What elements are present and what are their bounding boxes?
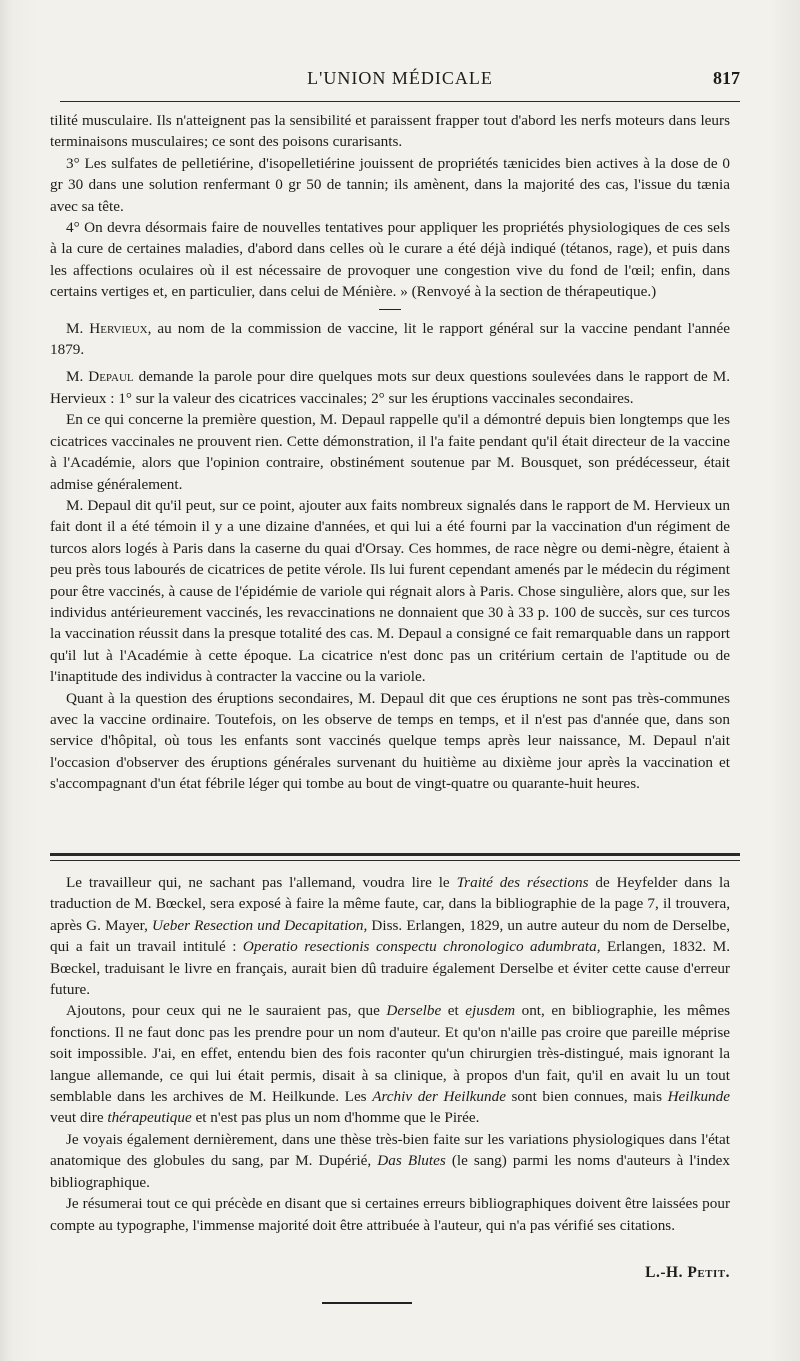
text-run: de Heyfelder dans la traduction de M. Bœckel, sera exposé à faire la même faute, car, dans la bibliographie de la page 7, il trouvera, après G. Mayer,	[50, 874, 730, 934]
section-dash	[379, 309, 401, 310]
text-run: Je voyais également dernièrement, dans une thèse très-bien faite sur les variations physiologiques dans l'état anatomique des globules du sang, par M. Dupérié,	[50, 1130, 730, 1170]
text-run: (le sang) parmi les noms d'auteurs à l'index bibliographique.	[50, 1152, 731, 1191]
author-signature: L.-H. Petit.	[645, 1264, 730, 1281]
text-run: et	[441, 1002, 466, 1020]
article-paragraph-1	[50, 872, 730, 1000]
text-run: et n'est pas plus un nom d'homme que le Pirée.	[191, 1109, 480, 1127]
report-paragraph-4	[50, 318, 730, 361]
article-paragraph-3	[50, 1129, 730, 1193]
speaker-name: M. Hervieux,	[66, 319, 152, 337]
article-paragraph-4: Je résumerai tout ce qui précède en disant que si certaines erreurs bibliographiques doivent être laissées pour compte au typographe, l'immense majorité doit être attribuée à l'auteur, qui n'a pas vérifié ses citations.	[50, 1195, 730, 1234]
header-title: L'UNION MÉDICALE	[307, 68, 493, 88]
report-paragraph-5	[50, 366, 730, 409]
text-run: sont bien connues, mais	[505, 1088, 668, 1106]
italic-term: Derselbe	[386, 1002, 442, 1020]
report-paragraph-6: En ce qui concerne la première question, M. Depaul rappelle qu'il a démontré depuis bien longtemps que les cicatrices vaccinales ne prouvent rien. Cette démonstration, il l'a faite pendant qu'il était directeur de la vaccine à l'Académie, alors que l'opinion contraire, obstinément soutenue par M. Bousquet, son prédécesseur, était admise généralement.	[50, 411, 730, 493]
report-paragraph-8: Quant à la question des éruptions secondaires, M. Depaul dit que ces éruptions ne sont pas très-communes avec la vaccine ordinaire. Toutefois, on les observe de temps en temps, et il n'est pas d'année que, dans son service d'hôpital, où tous les enfants sont vaccinés quelque temps après leur naissance, M. Depaul n'ait l'occasion d'observer des éruptions générales survenant du huitième au dixième jour après la vaccination et s'accompagnant d'un état fébrile léger qui tombe au bout de vingt-quatre ou quarante-huit heures.	[50, 689, 730, 793]
italic-term: thérapeutique	[107, 1109, 192, 1127]
report-paragraph-3: 4° On devra désormais faire de nouvelles tentatives pour appliquer les propriétés physiologiques de ces sels à la cure de certaines maladies, d'abord dans celles où le curare a été déjà indiqué (tétanos, rage), et puis dans les affections oculaires où il est nécessaire de provoquer une congestion vive du fond de l'œil; enfin, dans certains vertiges et, en particulier, dans celui de Ménière. » (Renvoyé à la section de thérapeutique.)	[50, 219, 730, 301]
italic-title: Operatio resectionis conspectu chronologico adumbrata,	[242, 938, 601, 956]
italic-title: Archiv der Heilkunde	[372, 1088, 506, 1106]
report-section	[50, 110, 730, 795]
report-paragraph-7: M. Depaul dit qu'il peut, sur ce point, ajouter aux faits nombreux signalés dans le rapport de M. Hervieux un fait dont il a été témoin il y a une dizaine d'années, et qui lui a été fourni par la vaccination d'un régiment de turcos alors logés à Paris dans la caserne du quai d'Orsay. Ces hommes, de race nègre ou demi-nègre, étaient à peu près tous labourés de cicatrices de petite vérole. Ils lui furent cependant amenés par le médecin du régiment pour être vaccinés, à cause de l'épidémie de variole qui régnait alors à Paris. Chose singulière, alors que, sur les individus antérieurement vaccinés, les revaccinations ne donnaient que 30 à 33 p. 100 de succès, sur ces turcos la vaccination réussit dans la presque totalité des cas. M. Depaul a consigné ce fait remarquable dans un rapport qu'il lut à l'Académie à cette époque. La cicatrice n'est donc pas un critérium certain de l'aptitude ou de l'inaptitude des individus à contracter la vaccine ou la variole.	[50, 496, 730, 686]
report-paragraph-2: 3° Les sulfates de pelletiérine, d'isopelletiérine jouissent de propriétés tænicides bien actives à la dose de 0 gr 30 dans une solution renfermant 0 gr 50 de tannin; ils amènent, dans la majorité des cas, l'issue du tænia avec sa tête.	[50, 154, 730, 215]
page-number: 817	[713, 68, 740, 88]
report-paragraph-4-text: au nom de la commission de vaccine, lit le rapport général sur la vaccine pendant l'année 1879.	[50, 319, 730, 359]
italic-title: Traité des résections	[456, 874, 589, 891]
header-rule	[60, 101, 740, 102]
report-paragraph-1: tilité musculaire. Ils n'atteignent pas la sensibilité et paraissent frapper tout d'abord les nerfs moteurs dans leurs terminaisons musculaires; ce sont des poisons curarisants.	[50, 112, 730, 151]
article-paragraph-2	[50, 1000, 730, 1128]
text-run: Diss. Erlangen, 1829, un autre auteur du nom de Derselbe, qui a fait un travail intitulé :	[50, 916, 730, 956]
italic-title: Ueber Resection und Decapitation,	[152, 916, 368, 934]
end-rule	[322, 1302, 412, 1304]
text-run: Le travailleur qui, ne sachant pas l'allemand, voudra lire le	[66, 874, 457, 891]
text-run: ont, en bibliographie, les mêmes fonctions. Il ne faut donc pas les prendre pour un nom d'auteur. Et qu'on n'aille pas croire que pareille méprise soit impossible. J'ai, en effet, entendu bien des fois raconter qu'un chirurgien très-distingué, mais ignorant la langue allemande, ce qui lui était permis, disait à sa clinique, à propos d'un fait, qu'il en avait lu un tout semblable dans les archives de M. Heilkunde. Les	[50, 1002, 730, 1106]
running-head	[60, 62, 740, 92]
section-double-rule	[50, 853, 740, 861]
text-run: Erlangen, 1832. M. Bœckel, traduisant le livre en français, aurait bien dû traduire également Derselbe et éviter cette cause d'erreur future.	[50, 938, 731, 999]
italic-term: Heilkunde	[667, 1088, 730, 1106]
italic-term: Das Blutes	[377, 1152, 446, 1170]
italic-term: ejusdem	[465, 1002, 516, 1020]
text-run: Ajoutons, pour ceux qui ne le sauraient pas, que	[66, 1002, 387, 1020]
speaker-name: M. Depaul	[66, 368, 134, 386]
text-run: veut dire	[50, 1109, 108, 1127]
report-paragraph-5-text: demande la parole pour dire quelques mots sur deux questions soulevées dans le rapport de M. Hervieux : 1° sur la valeur des cicatrices vaccinales; 2° sur les éruptions vaccinales secondaires.	[50, 368, 731, 407]
article-section	[50, 872, 730, 1236]
